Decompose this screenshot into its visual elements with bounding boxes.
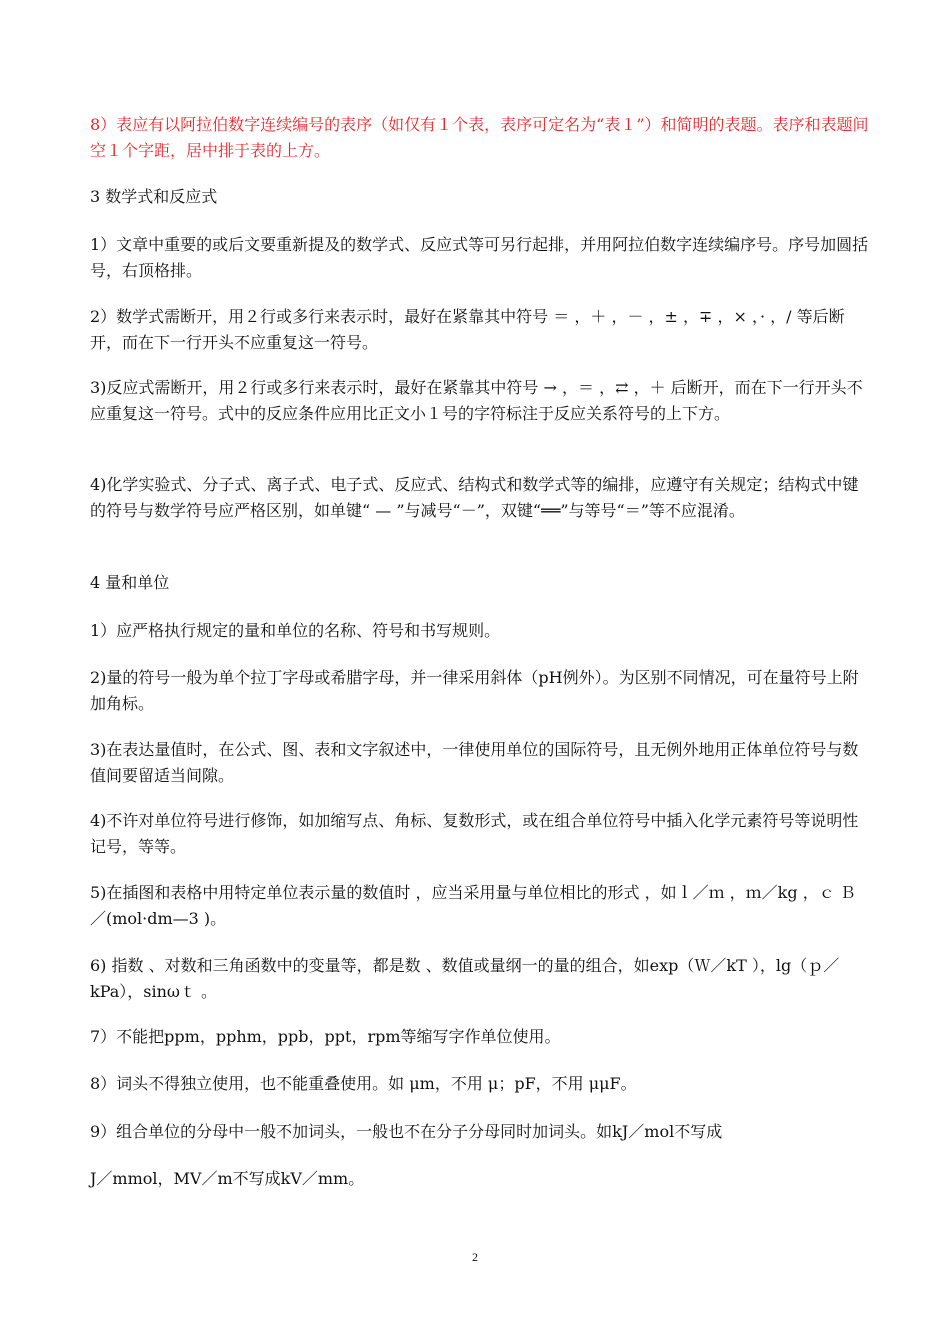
paragraph-prefixes: 8）词头不得独立使用，也不能重叠使用。如 μm，不用 μ；pF，不用 μμF。 <box>90 1074 637 1093</box>
paragraph-unit-modification: 4)不许对单位符号进行修饰，如加缩写点、角标、复数形式，或在组合单位符号中插入化学元素符号等说明性记号，等等。 <box>90 811 859 856</box>
paragraph-table-numbering: 8）表应有以阿拉伯数字连续编号的表序（如仅有１个表，表序可定名为“表１”）和简明的表题。表序和表题间空１个字距，居中排于表的上方。 <box>90 115 869 160</box>
page-number: 2 <box>472 1250 478 1264</box>
paragraph-quantity-ratio: 5)在插图和表格中用特定单位表示量的数值时 ，应当采用量与单位相比的形式 ，如ｌ／ｍ ，ｍ／kg ，ｃ Ｂ／(mol·dm—3 )。 <box>90 883 856 928</box>
section-heading-formulas: 3 数学式和反应式 <box>90 187 218 206</box>
paragraph-unit-rules: 1）应严格执行规定的量和单位的名称、符号和书写规则。 <box>90 621 501 640</box>
paragraph-function-arguments: 6) 指数 、对数和三角函数中的变量等，都是数 、数值或量纲一的量的组合，如exp（Ｗ／kT ），lg（ｐ／kPa），sinωｔ 。 <box>90 956 840 1001</box>
paragraph-international-symbols: 3)在表达量值时，在公式、图、表和文字叙述中，一律使用单位的国际符号，且无例外地用正体单位符号与数值间要留适当间隙。 <box>90 740 859 785</box>
paragraph-abbreviations: 7）不能把ppm，pphm，ppb，ppt，rpm等缩写字作单位使用。 <box>90 1027 561 1046</box>
paragraph-math-line-break: 2）数学式需断开，用２行或多行来表示时，最好在紧靠其中符号 ＝ ，＋ ，－ ，± ，∓ ，× ，· ，/ 等后断开，而在下一行开头不应重复这一符号。 <box>90 307 845 352</box>
paragraph-quantity-symbols: 2)量的符号一般为单个拉丁字母或希腊字母，并一律采用斜体（pH例外）。为区别不同情况，可在量符号上附加角标。 <box>90 668 859 713</box>
paragraph-compound-units: 9）组合单位的分母中一般不加词头，一般也不在分子分母同时加词头。如kJ／mol不写成 <box>90 1122 723 1141</box>
section-heading-units: 4 量和单位 <box>90 573 170 592</box>
paragraph-formula-numbering: 1）文章中重要的或后文要重新提及的数学式、反应式等可另行起排，并用阿拉伯数字连续编序号。序号加圆括号，右顶格排。 <box>90 235 869 280</box>
paragraph-chemical-formulas: 4)化学实验式、分子式、离子式、电子式、反应式、结构式和数学式等的编排，应遵守有关规定；结构式中键的符号与数学符号应严格区别，如单键“ — ”与减号“－”，双键“══”与等号“＝”等不应混淆。 <box>90 475 859 520</box>
paragraph-reaction-line-break: 3)反应式需断开，用２行或多行来表示时，最好在紧靠其中符号 → ，＝ ，⇄ ，＋ 后断开，而在下一行开头不应重复这一符号。式中的反应条件应用比正文小１号的字符标注于反应关系符号的上下方。 <box>90 378 863 423</box>
paragraph-compound-units-cont: J／mmol，MV／m不写成kV／mm。 <box>90 1169 365 1188</box>
